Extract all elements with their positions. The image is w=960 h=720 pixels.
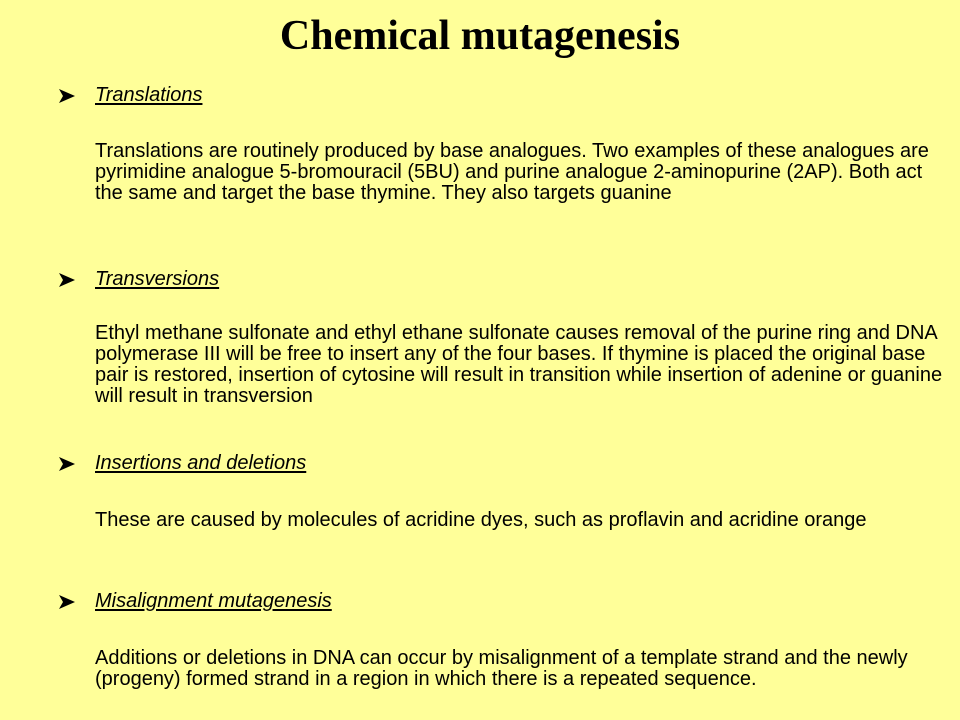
arrow-checkmark-bullet-icon	[58, 87, 76, 105]
bullet-row	[0, 590, 960, 614]
section-heading: Insertions and deletions	[95, 452, 307, 474]
section-insertions-deletions	[0, 452, 960, 531]
arrow-checkmark-bullet-icon	[58, 455, 76, 473]
section-transversions	[0, 268, 960, 407]
section-translations	[0, 84, 960, 204]
bullet-row	[0, 84, 960, 108]
section-body: Additions or deletions in DNA can occur by misalignment of a template strand and the newly (progeny) formed strand in a region in which there is a repeated sequence.	[95, 647, 908, 690]
section-heading: Transversions	[95, 268, 220, 290]
section-body: These are caused by molecules of acridine dyes, such as proflavin and acridine orange	[95, 509, 867, 531]
bullet-row	[0, 452, 960, 476]
arrow-checkmark-bullet-icon	[58, 593, 76, 611]
section-heading: Translations	[95, 84, 203, 106]
section-heading: Misalignment mutagenesis	[95, 590, 332, 612]
slide-title: Chemical mutagenesis	[279, 13, 681, 59]
section-misalignment-mutagenesis	[0, 590, 960, 690]
section-body: Ethyl methane sulfonate and ethyl ethane sulfonate causes removal of the purine ring and DNA polymerase III will be free to insert any of the four bases. If thymine is placed the original base pair is restored, insertion of cytosine will result in transition while insertion of adenine or guanine will result in transversion	[95, 322, 943, 407]
section-body: Translations are routinely produced by base analogues. Two examples of these analogues are pyrimidine analogue 5-bromouracil (5BU) and purine analogue 2-aminopurine (2AP). Both act the same and target the base thymine. They also targets guanine	[95, 140, 929, 204]
bullet-row	[0, 268, 960, 292]
arrow-checkmark-bullet-icon	[58, 271, 76, 289]
